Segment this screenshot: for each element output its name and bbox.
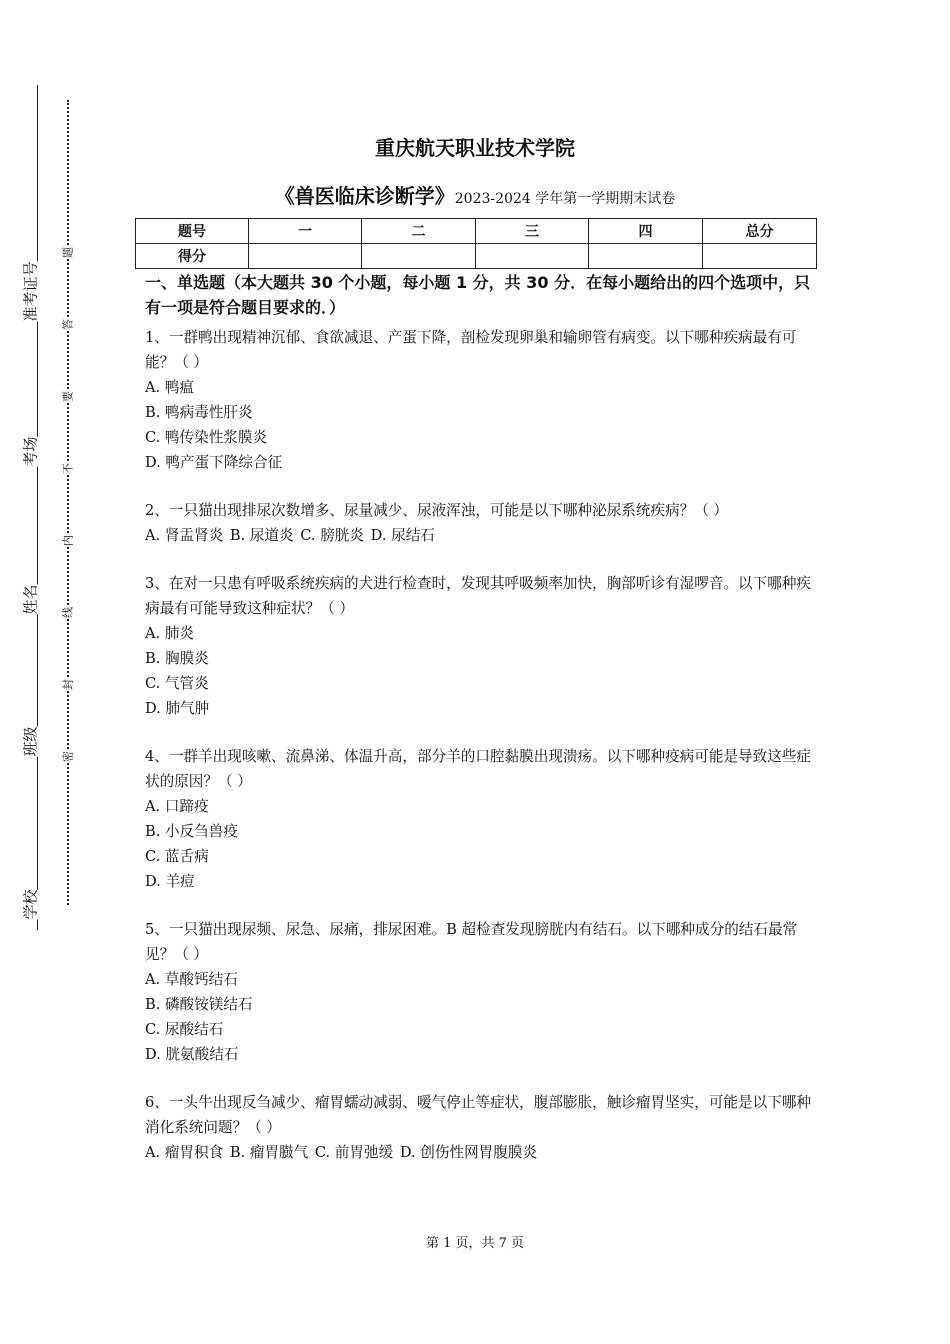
page-footer: 第 1 页，共 7 页 — [425, 1236, 525, 1251]
question-option: C. 前胃弛缓 — [314, 1144, 394, 1161]
question-option: A. 肾盂肾炎 — [145, 527, 224, 544]
score-cell — [589, 244, 703, 269]
seal-char: 线 — [61, 607, 75, 618]
question-item — [145, 498, 820, 548]
question-option: A. 肺炎 — [145, 625, 195, 642]
question-option: B. 磷酸铵镁结石 — [145, 996, 253, 1013]
field-school-label: 学校 — [21, 889, 40, 920]
exam-subtitle — [0, 180, 950, 209]
seal-char: 密 — [61, 751, 75, 762]
question-option: A. 草酸钙结石 — [145, 971, 238, 988]
question-option: C. 尿酸结石 — [145, 1021, 224, 1038]
question-item — [145, 744, 820, 894]
score-header-cell: 三 — [476, 219, 589, 244]
question-options-inline — [145, 523, 820, 548]
score-cell — [476, 244, 589, 269]
question-text: 5、一只猫出现尿频、尿急、尿痛，排尿困难。B 超检查发现膀胱内有结石。以下哪种成分的结石最常见？（ ） — [145, 921, 798, 963]
question-options-inline — [145, 1140, 820, 1165]
question-option: A. 口蹄疫 — [145, 798, 209, 815]
question-option: B. 胸膜炎 — [145, 650, 209, 667]
question-option: B. 尿道炎 — [229, 527, 294, 544]
question-item — [145, 325, 820, 475]
score-table-score-row — [136, 244, 817, 269]
question-option: A. 瘤胃积食 — [145, 1144, 224, 1161]
seal-char: 要 — [61, 391, 75, 402]
score-header-cell: 总分 — [703, 219, 817, 244]
question-item — [145, 1090, 820, 1165]
question-text: 6、一头牛出现反刍减少、瘤胃蠕动减弱、嗳气停止等症状，腹部膨胀，触诊瘤胃坚实，可能是以下哪种消化系统问题？（ ） — [145, 1094, 812, 1136]
score-header-cell: 一 — [249, 219, 362, 244]
field-exam-number-label: 准考证号 — [21, 261, 40, 322]
field-name-label: 姓名 — [21, 584, 40, 615]
score-table — [135, 218, 817, 269]
exam-content — [145, 270, 820, 1165]
school-name: 重庆航天职业技术学院 — [375, 136, 575, 160]
question-option: D. 羊痘 — [145, 873, 195, 890]
score-table-header-row — [136, 219, 817, 244]
question-option: B. 鸭病毒性肝炎 — [145, 404, 253, 421]
question-item — [145, 917, 820, 1067]
question-option: D. 胱氨酸结石 — [145, 1046, 239, 1063]
seal-dotted-line — [67, 100, 69, 905]
question-option: D. 尿结石 — [370, 527, 435, 544]
question-option: C. 蓝舌病 — [145, 848, 209, 865]
field-class-label: 班级 — [21, 726, 40, 757]
question-text: 4、一群羊出现咳嗽、流鼻涕、体温升高，部分羊的口腔黏膜出现溃疡。以下哪种疫病可能是导致这些症状的原因？（ ） — [145, 748, 812, 790]
question-option: C. 气管炎 — [145, 675, 209, 692]
seal-char: 答 — [61, 319, 75, 330]
score-cell — [703, 244, 817, 269]
question-item — [145, 571, 820, 721]
question-option: B. 瘤胃臌气 — [229, 1144, 309, 1161]
question-option: D. 肺气肿 — [145, 700, 210, 717]
seal-char: 不 — [61, 463, 75, 474]
score-header-cell: 二 — [362, 219, 476, 244]
question-text: 3、在对一只患有呼吸系统疾病的犬进行检查时，发现其呼吸频率加快，胸部听诊有湿啰音。以下哪种疾病最有可能导致这种症状？（ ） — [145, 575, 812, 617]
score-row-label: 得分 — [136, 244, 249, 269]
question-option: D. 鸭产蛋下降综合征 — [145, 454, 283, 471]
question-option: A. 鸭瘟 — [145, 379, 195, 396]
question-text: 2、一只猫出现排尿次数增多、尿量减少、尿液浑浊，可能是以下哪种泌尿系统疾病？（ ） — [145, 502, 729, 519]
question-option: D. 创伤性网胃腹膜炎 — [399, 1144, 538, 1161]
question-option: B. 小反刍兽疫 — [145, 823, 238, 840]
score-header-cell: 四 — [589, 219, 703, 244]
field-exam-room-label: 考场 — [21, 436, 40, 467]
score-cell — [362, 244, 476, 269]
question-text: 1、一群鸭出现精神沉郁、食欲减退、产蛋下降，剖检发现卵巢和输卵管有病变。以下哪种疾病最有可能？（ ） — [145, 329, 797, 371]
score-header-cell: 题号 — [136, 219, 249, 244]
question-option: C. 鸭传染性浆膜炎 — [145, 429, 268, 446]
binding-solid-line — [37, 85, 38, 930]
seal-char: 内 — [61, 535, 75, 546]
seal-char: 题 — [61, 247, 75, 258]
section-heading: 一、单选题（本大题共 30 个小题，每小题 1 分，共 30 分．在每小题给出的四个选项中，只有一项是符合题目要求的．） — [145, 273, 811, 317]
course-title: 《兽医临床诊断学》 — [274, 184, 455, 208]
score-cell — [249, 244, 362, 269]
question-option: C. 膀胱炎 — [300, 527, 364, 544]
seal-char: 封 — [61, 679, 75, 690]
exam-term: 2023-2024 学年第一学期期末试卷 — [454, 191, 676, 207]
